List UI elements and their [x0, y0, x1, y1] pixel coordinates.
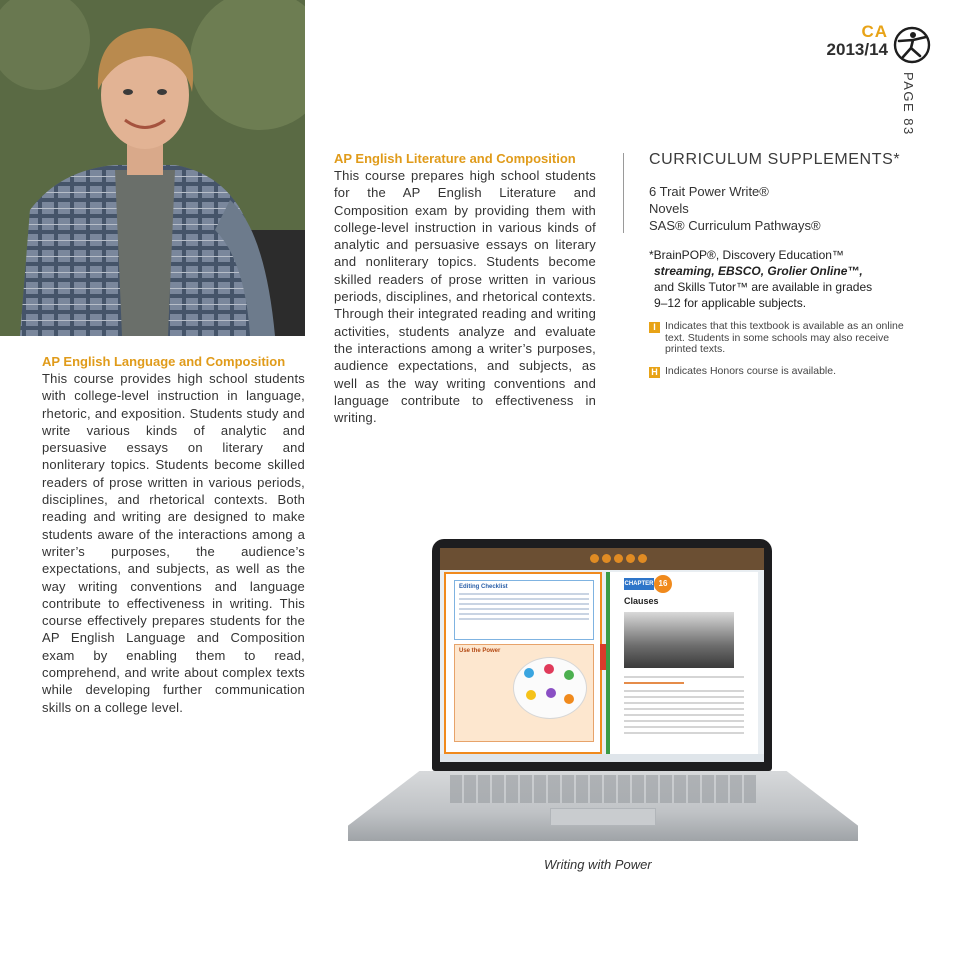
toolbar-button-icon — [614, 554, 623, 563]
city-photo — [624, 612, 734, 668]
laptop-trackpad — [550, 808, 656, 826]
ebook-right-page — [606, 572, 758, 754]
power-title: Use the Power — [459, 648, 501, 654]
ebook-toolbar — [440, 548, 764, 570]
page-title: Clauses — [624, 596, 659, 606]
toolbar-button-icon — [626, 554, 635, 563]
editing-checklist — [454, 580, 594, 640]
curriculum-supplements — [649, 151, 909, 377]
course-description: This course provides high school students with college-level instruction in language, rhetoric, and exposition. Students study and write various kinds of analytic and persuasive essays on literary and nonliterary topics. Students become skilled readers of prose written in various periods, disciplines, and rhetorical contexts. Both reading and writing are designed to make students aware of the interactions among a writer’s purposes, the audience’s expectations, and subjects, as well as the way writing conventions and language contribute to effectiveness in writing. This course effectively prepares students for the AP English Language and Composition exam by enabling them to read, comprehend, and write about complex texts while developing further communication skills on a college level. — [42, 371, 305, 715]
laptop-keyboard — [450, 775, 756, 803]
honors-icon: H — [649, 367, 660, 378]
course-title: AP English Literature and Composition — [334, 151, 576, 166]
note-line: streaming, EBSCO, Grolier Online™, — [654, 264, 863, 278]
supplement-item: 6 Trait Power Write® — [649, 184, 769, 199]
supplements-note — [649, 247, 909, 311]
column-divider — [623, 153, 624, 233]
laptop-lid — [432, 539, 772, 771]
legend-text: Indicates that this textbook is available as an online text. Students in some schools may also receive printed texts. — [665, 320, 904, 355]
ebook-left-page — [444, 572, 602, 754]
header-region: CA — [861, 22, 888, 41]
course-description: This course prepares high school students for the AP English Literature and Composition exam by providing them with college-level instruction in various kinds of analytic and persuasive essays on literary and nonliterary topics. Students become skilled readers of prose written in various periods, disciplines, and rhetorical contexts. Through their integrated reading and writing activities, students analyze and evaluate the interactions among a writer’s purposes, audience expectations, and subjects, as well as the way writing conventions and language contribute to effectiveness in writing. — [334, 168, 596, 426]
checklist-title: Editing Checklist — [459, 584, 508, 590]
legend-text: Indicates Honors course is available. — [665, 364, 837, 377]
note-line: 9–12 for applicable subjects. — [654, 296, 807, 310]
image-caption: Writing with Power — [544, 857, 652, 872]
page-number-label: PAGE 83 — [901, 72, 916, 136]
supplements-title: CURRICULUM SUPPLEMENTS* — [649, 151, 901, 168]
laptop-screen — [440, 548, 764, 762]
chapter-label: CHAPTER — [624, 578, 654, 590]
supplement-item: SAS® Curriculum Pathways® — [649, 218, 821, 233]
toolbar-button-icon — [602, 554, 611, 563]
star-figure-logo-icon — [893, 26, 931, 64]
course-ap-literature — [334, 151, 596, 426]
header-year: 2013/14 — [826, 40, 888, 59]
online-text-icon: I — [649, 322, 660, 333]
note-line: *BrainPOP®, Discovery Education™ — [649, 248, 844, 262]
note-line: and Skills Tutor™ are available in grades — [654, 280, 873, 294]
chapter-number: 16 — [654, 575, 672, 593]
use-the-power-box — [454, 644, 594, 742]
ebook-status-bar — [440, 754, 764, 762]
page-number — [896, 72, 920, 142]
laptop-image — [340, 535, 865, 850]
legend-honors — [649, 366, 909, 378]
student-illustration — [0, 0, 305, 336]
toolbar-button-icon — [638, 554, 647, 563]
course-title: AP English Language and Composition — [42, 354, 286, 369]
course-ap-language — [42, 354, 305, 716]
paint-palette-icon — [513, 657, 587, 719]
supplement-item: Novels — [649, 201, 689, 216]
legend-online-text — [649, 321, 909, 356]
student-photo — [0, 0, 305, 336]
toolbar-button-icon — [590, 554, 599, 563]
